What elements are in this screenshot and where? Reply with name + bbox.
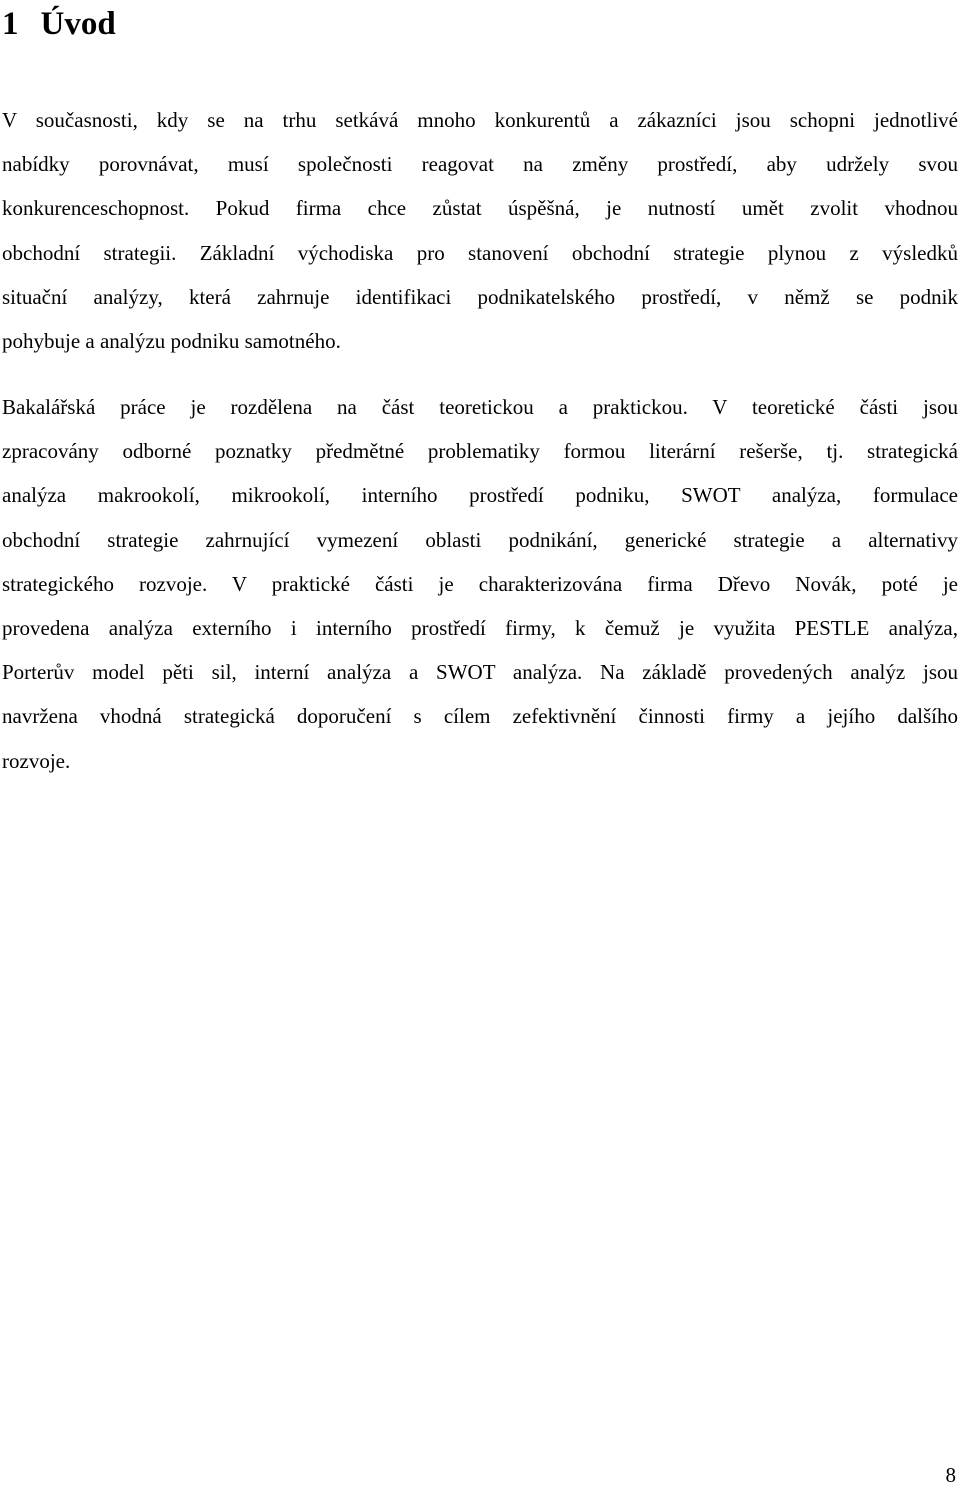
chapter-title: Úvod — [40, 6, 116, 42]
text-line: Bakalářská práce je rozdělena na část teoretickou a praktickou. V teoretické části jsou — [2, 395, 958, 419]
chapter-number: 1 — [2, 6, 19, 42]
text-line: provedena analýza externího i interního prostředí firmy, k čemuž je využita PESTLE analýza, — [2, 615, 958, 640]
text-line: konkurenceschopnost. Pokud firma chce zůstat úspěšná, je nutností umět zvolit vhodnou — [2, 196, 958, 221]
paragraph-structure — [2, 385, 958, 783]
text-line: obchodní strategie zahrnující vymezení oblasti podnikání, generické strategie a alternativy — [2, 527, 958, 552]
text-line: analýza makrookolí, mikrookolí, interního prostředí podniku, SWOT analýza, formulace — [2, 483, 958, 508]
text-line: pohybuje a analýzu podniku samotného. — [2, 328, 341, 353]
text-line: navržena vhodná strategická doporučení s cílem zefektivnění činnosti firmy a jejího dalšího — [2, 704, 958, 729]
text-line: obchodní strategii. Základní východiska pro stanovení obchodní strategie plynou z výsledků — [2, 240, 958, 265]
page-number: 8 — [945, 1463, 956, 1487]
text-line: situační analýzy, která zahrnuje identifikaci podnikatelského prostředí, v němž se podnik — [2, 284, 958, 309]
text-line: strategického rozvoje. V praktické části je charakterizována firma Dřevo Novák, poté je — [2, 571, 958, 596]
text-line: Porterův model pěti sil, interní analýza a SWOT analýza. Na základě provedených analýz jsou — [2, 660, 958, 685]
text-line: nabídky porovnávat, musí společnosti reagovat na změny prostředí, aby udržely svou — [2, 152, 958, 177]
chapter-heading — [2, 2, 116, 46]
paragraph-introduction — [2, 98, 958, 363]
text-line: zpracovány odborné poznatky předmětné problematiky formou literární rešerše, tj. strategická — [2, 439, 958, 464]
text-line: V současnosti, kdy se na trhu setkává mnoho konkurentů a zákazníci jsou schopni jednotlivé — [2, 108, 958, 132]
text-line: rozvoje. — [2, 748, 71, 773]
